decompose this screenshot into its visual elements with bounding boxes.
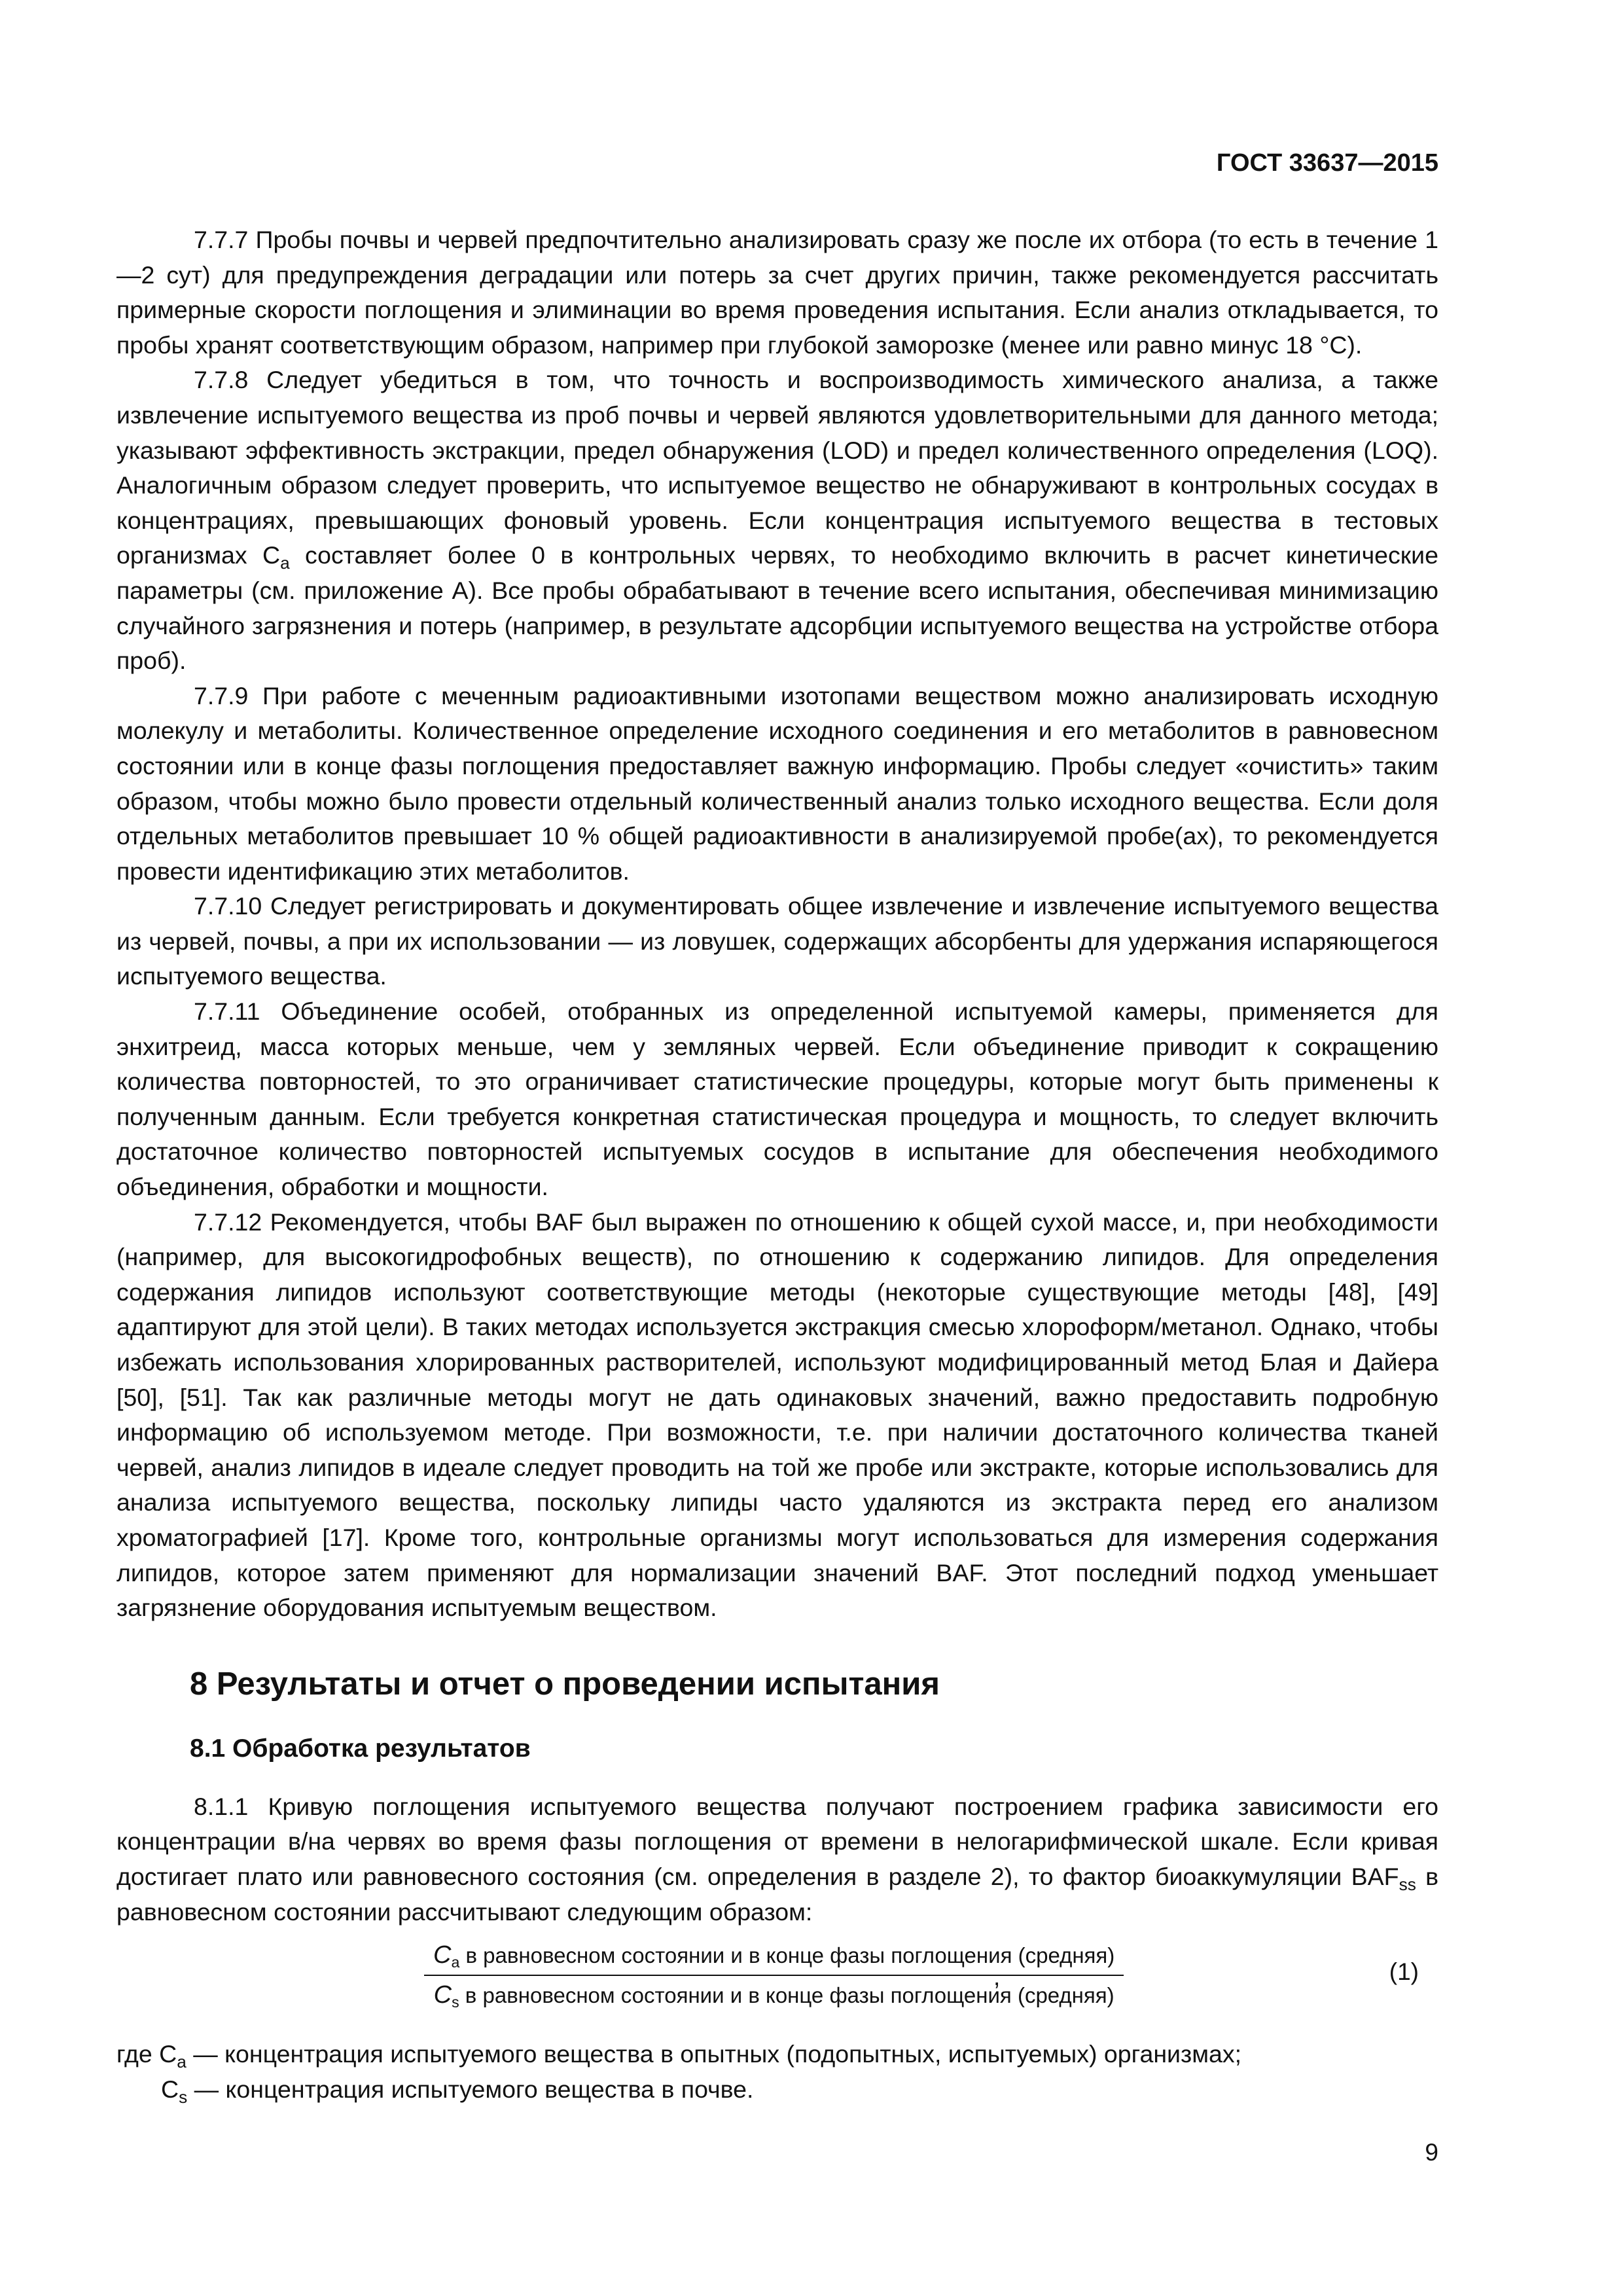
variable: C — [433, 1981, 452, 2009]
paragraph-text: в равновесном состоянии рассчитывают следующим образом: — [116, 1862, 1438, 1926]
legend-text: — концентрация испытуемого вещества в опытных (подопытных, испытуемых) организмах; — [186, 2040, 1241, 2068]
denominator-text: в равновесном состоянии и в конце фазы поглощения (средняя) — [459, 1983, 1115, 2008]
paragraph-7-7-12: 7.7.12 Рекомендуется, чтобы BAF был выражен по отношению к общей сухой массе, и, при необходимости (например, для высокогидрофобных веществ), по отношению к содержанию липидов. Для определения содержания липидов используют соответствующие методы (некоторые существующие методы [48], [49] адаптируют для этой цели). В таких методах используется экстракция смесью хлороформ/метанол. Однако, чтобы избежать использования хлорированных растворителей, используют модифицированный метод Блая и Дайера [50], [51]. Так как различные методы могут не дать одинаковых значений, важно предоставить подробную информацию об используемом методе. При возможности, т.е. при наличии достаточного количества тканей червей, анализ липидов в идеале следует проводить на той же пробе или экстракте, которые использовались для анализа испытуемого вещества, поскольку липиды часто удаляются из экстракта перед его анализом хроматографией [17]. Кроме того, контрольные организмы могут использоваться для измерения содержания липидов, которое затем применяют для нормализации значений BAF. Этот последний подход уменьшает загрязнение оборудования испытуемым веществом. — [116, 1208, 1438, 1622]
variable: C — [433, 1941, 452, 1969]
formula-1 — [116, 1940, 1438, 2013]
legend-text: где С — [116, 2040, 177, 2068]
formula-comma: , — [993, 1964, 1001, 1991]
subscript: s — [179, 2087, 188, 2107]
page-number: 9 — [1425, 2139, 1438, 2166]
paragraph-text: 7.7.8 Следует убедиться в том, что точность и воспроизводимость химического анализа, а также извлечение испытуемого вещества из проб почвы и червей являются удовлетворительными для данного метода; указывают эффективность экстракции, предел обнаружения (LOD) и предел количественного определения (LOQ). Аналогичным образом следует проверить, что испытуемое вещество не обнаруживают в контрольных сосудах в концентрациях, превышающих фоновый уровень. Если концентрация испытуемого вещества в тестовых организмах С — [116, 366, 1438, 569]
formula-legend — [116, 2037, 1438, 2107]
paragraph-7-7-11: 7.7.11 Объединение особей, отобранных из определенной испытуемой камеры, применяется для энхитреид, масса которых меньше, чем у земляных червей. Если объединение приводит к сокращению количества повторностей, то это ограничивает статистические процедуры, которые могут быть применены к полученным данным. Если требуется конкретная статистическая процедура и мощность, то следует включить достаточное количество повторностей испытуемых сосудов в испытание для обеспечения необходимого объединения, обработки и мощности. — [116, 997, 1438, 1201]
legend-text: С — [161, 2075, 179, 2103]
section-heading: 8 Результаты и отчет о проведении испытания — [190, 1666, 940, 1702]
paragraph-7-7-9: 7.7.9 При работе с меченным радиоактивными изотопами веществом можно анализировать исходную молекулу и метаболиты. Количественное определение исходного соединения и его метаболитов в равновесном состоянии или в конце фазы поглощения предоставляет важную информацию. Пробы следует «очистить» таким образом, чтобы можно было провести отдельный количественный анализ только исходного вещества. Если доля отдельных метаболитов превышает 10 % общей радиоактивности в анализируемой пробе(ах), то рекомендуется провести идентификацию этих метаболитов. — [116, 681, 1438, 885]
subscript: s — [452, 1994, 459, 2011]
fraction-denominator — [424, 1976, 1124, 2011]
legend-line — [116, 2072, 1438, 2108]
subsection-heading: 8.1 Обработка результатов — [190, 1734, 531, 1763]
paragraph-7-7-7: 7.7.7 Пробы почвы и червей предпочтительно анализировать сразу же после их отбора (то есть в течение 1—2 сут) для предупреждения деградации или потерь за счет других причин, также рекомендуется рассчитать примерные скорости поглощения и элиминации во время проведения испытания. Если анализ откладывается, то пробы хранят соответствующим образом, например при глубокой заморозке (менее или равно минус 18 °С). — [116, 226, 1438, 359]
paragraph-text: составляет более 0 в контрольных червях, то необходимо включить в расчет кинетические параметры (см. приложение А). Все пробы обрабатывают в течение всего испытания, обеспечивая минимизацию случайного загрязнения и потерь (например, в результате адсорбции испытуемого вещества на устройстве отбора проб). — [116, 541, 1438, 675]
legend-line — [116, 2037, 1438, 2072]
subscript: a — [451, 1954, 460, 1971]
subscript: а — [280, 553, 290, 573]
paragraph-text: 8.1.1 Кривую поглощения испытуемого вещества получают построением графика зависимости его концентрации в/на червях во время фазы поглощения от времени в нелогарифмической шкале. Если кривая достигает плато или равновесного состояния (см. определения в разделе 2), то фактор биоаккумуляции BAF — [116, 1792, 1438, 1890]
paragraph-7-7-8 — [116, 363, 1438, 678]
document-body — [116, 223, 1438, 2107]
subscript: ss — [1399, 1874, 1416, 1894]
document-header: ГОСТ 33637—2015 — [1216, 149, 1438, 177]
legend-text: — концентрация испытуемого вещества в почве. — [187, 2075, 754, 2103]
subscript: а — [177, 2052, 187, 2072]
fraction-numerator — [424, 1940, 1124, 1976]
paragraph-8-1-1 — [116, 1789, 1438, 1929]
numerator-text: в равновесном состоянии и в конце фазы поглощения (средняя) — [459, 1943, 1115, 1968]
fraction — [424, 1940, 1124, 2011]
equation-number: (1) — [1389, 1958, 1419, 1986]
paragraph-7-7-10: 7.7.10 Следует регистрировать и документировать общее извлечение и извлечение испытуемого вещества из червей, почвы, а при их использовании — из ловушек, содержащих абсорбенты для удержания испаряющегося испытуемого вещества. — [116, 892, 1438, 990]
